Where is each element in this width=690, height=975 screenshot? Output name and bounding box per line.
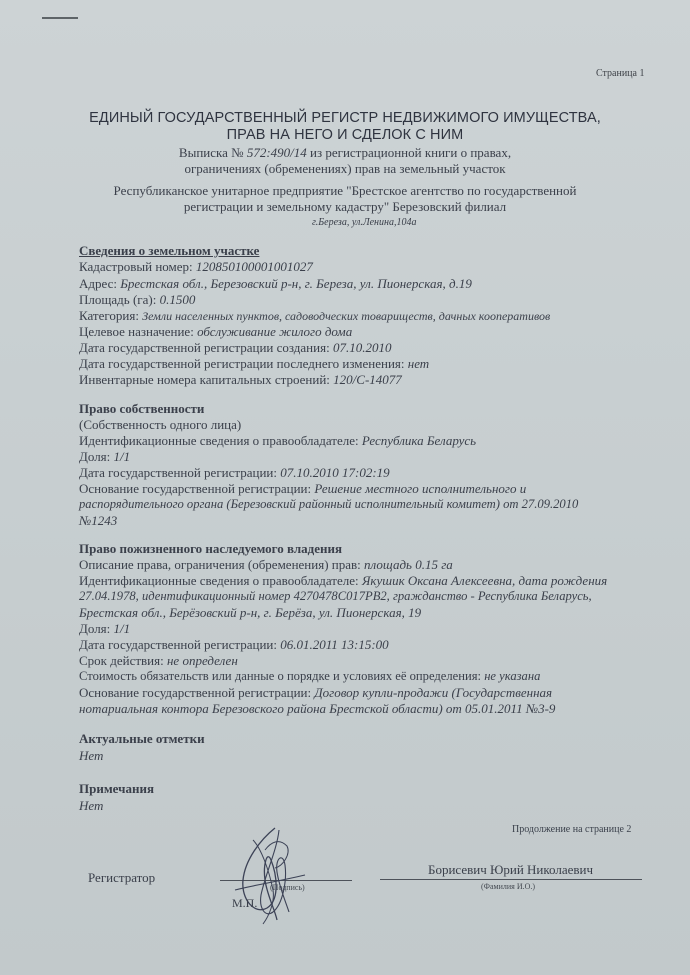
basis-label: Основание государственной регистрации: — [79, 685, 312, 700]
extract-line-2: ограничениях (обременениях) прав на земельный участок — [184, 161, 506, 176]
address-label: Адрес: — [79, 276, 117, 291]
purpose-value: обслуживание жилого дома — [197, 324, 353, 339]
created-value: 07.10.2010 — [332, 340, 392, 355]
marks-heading: Актуальные отметки — [79, 731, 205, 746]
area-label: Площадь (га): — [79, 292, 157, 307]
notes-heading: Примечания — [79, 781, 154, 796]
inventory-value: 120/С-14077 — [333, 372, 402, 387]
reg-date-value: 07.10.2010 17:02:19 — [280, 465, 390, 480]
cost-label: Стоимость обязательств или данные о порядке и условиях её определения: — [79, 669, 482, 683]
inherit-term — [79, 653, 238, 669]
land-changed-date — [79, 356, 429, 372]
reg-date-label: Дата государственной регистрации: — [79, 465, 277, 480]
register-title-line-1: ЕДИНЫЙ ГОСУДАРСТВЕННЫЙ РЕГИСТР НЕДВИЖИМОГО ИМУЩЕСТВА, — [89, 110, 601, 126]
stamp-label: М.П. — [232, 896, 258, 910]
organization-line-1: Республиканское унитарное предприятие "Брестское агентство по государственной — [113, 183, 577, 198]
cadastral-value: 120850100001001027 — [195, 259, 313, 274]
share-label: Доля: — [79, 621, 111, 636]
inherit-holder — [79, 573, 607, 589]
signature-hint: (Подпись) — [270, 883, 305, 892]
cadastral-label: Кадастровый номер: — [79, 259, 193, 274]
inherit-share — [79, 621, 130, 637]
category-label: Категория: — [79, 308, 139, 323]
land-created-date — [79, 340, 391, 356]
holder-value: Якушик Оксана Алексеевна, дата рождения — [361, 573, 608, 588]
notes-value: Нет — [79, 798, 104, 813]
changed-value: нет — [407, 356, 430, 371]
inherit-section-heading: Право пожизненного наследуемого владения — [79, 541, 343, 556]
holder-value: Республика Беларусь — [361, 433, 477, 448]
area-value: 0.1500 — [159, 292, 196, 307]
holder-label: Идентификационные сведения о правообладателе: — [79, 573, 359, 588]
registrar-name: Борисевич Юрий Николаевич — [428, 862, 594, 877]
category-value: Земли населенных пунктов, садоводческих товариществ, дачных кооперативов — [142, 309, 551, 323]
ownership-basis — [79, 481, 526, 497]
inherit-basis — [79, 685, 552, 701]
address-value: Брестская обл., Березовский р-н, г. Береза, ул. Пионерская, д.19 — [120, 276, 472, 291]
ownership-subheading: (Собственность одного лица) — [79, 417, 242, 432]
extract-suffix: из регистрационной книги о правах, — [310, 145, 512, 160]
cost-value: не указана — [484, 669, 541, 683]
basis-value: Договор купли-продажи (Государственная — [314, 685, 553, 700]
land-category — [79, 308, 550, 324]
ownership-basis-line-3: №1243 — [79, 513, 118, 528]
ownership-share — [79, 449, 130, 465]
extract-number: 572:490/14 — [246, 145, 307, 160]
cadastral-number — [79, 259, 313, 275]
handwritten-signature — [205, 820, 325, 930]
page-number: Страница 1 — [596, 68, 645, 79]
inherit-description — [79, 557, 453, 573]
organization-line-2: регистрации и земельному кадастру" Березовский филиал — [183, 199, 507, 214]
inherit-cost — [79, 669, 540, 684]
created-label: Дата государственной регистрации создания: — [79, 340, 330, 355]
reg-date-value: 06.01.2011 13:15:00 — [280, 637, 389, 652]
term-label: Срок действия: — [79, 653, 164, 668]
share-label: Доля: — [79, 449, 111, 464]
inherit-holder-line-2: 27.04.1978, идентификационный номер 4270478С017РВ2, гражданство - Республика Беларусь, — [79, 589, 592, 603]
name-hint: (Фамилия И.О.) — [481, 882, 536, 891]
desc-value: площадь 0.15 га — [364, 557, 453, 572]
register-title-line-2: ПРАВ НА НЕГО И СДЕЛОК С НИМ — [226, 127, 464, 143]
marks-value: Нет — [79, 748, 104, 763]
land-purpose — [79, 324, 352, 340]
land-area — [79, 292, 195, 308]
reg-date-label: Дата государственной регистрации: — [79, 637, 277, 652]
ownership-basis-line-2: распорядительного органа (Березовский районный исполнительный комитет) от 27.09.2010 — [79, 497, 579, 511]
page-edge-mark — [42, 17, 78, 19]
ownership-holder — [79, 433, 476, 449]
holder-label: Идентификационные сведения о правообладателе: — [79, 433, 359, 448]
extract-prefix: Выписка № — [178, 145, 244, 160]
inherit-basis-line-2: нотариальная контора Березовского района Брестской области) от 05.01.2011 №3-9 — [79, 701, 556, 716]
registrar-label: Регистратор — [88, 870, 156, 885]
land-section-heading: Сведения о земельном участке — [79, 243, 260, 258]
term-value: не определен — [166, 653, 238, 668]
basis-value: Решение местного исполнительного и — [314, 481, 527, 496]
share-value: 1/1 — [113, 621, 131, 636]
land-inventory-numbers — [79, 372, 402, 388]
desc-label: Описание права, ограничения (обременения) прав: — [79, 557, 361, 572]
continuation-note: Продолжение на странице 2 — [512, 824, 632, 835]
share-value: 1/1 — [113, 449, 131, 464]
ownership-registration-date — [79, 465, 390, 481]
inherit-holder-line-3: Брестская обл., Берёзовский р-н, г. Берёза, ул. Пионерская, 19 — [79, 605, 422, 620]
name-line — [380, 879, 642, 880]
organization-address: г.Береза, ул.Ленина,104а — [312, 217, 417, 228]
basis-label: Основание государственной регистрации: — [79, 481, 312, 496]
changed-label: Дата государственной регистрации последнего изменения: — [79, 356, 405, 371]
inherit-registration-date — [79, 637, 389, 653]
inventory-label: Инвентарные номера капитальных строений: — [79, 372, 330, 387]
land-address — [79, 276, 472, 292]
extract-line — [0, 145, 690, 161]
purpose-label: Целевое назначение: — [79, 324, 194, 339]
ownership-section-heading: Право собственности — [79, 401, 205, 416]
